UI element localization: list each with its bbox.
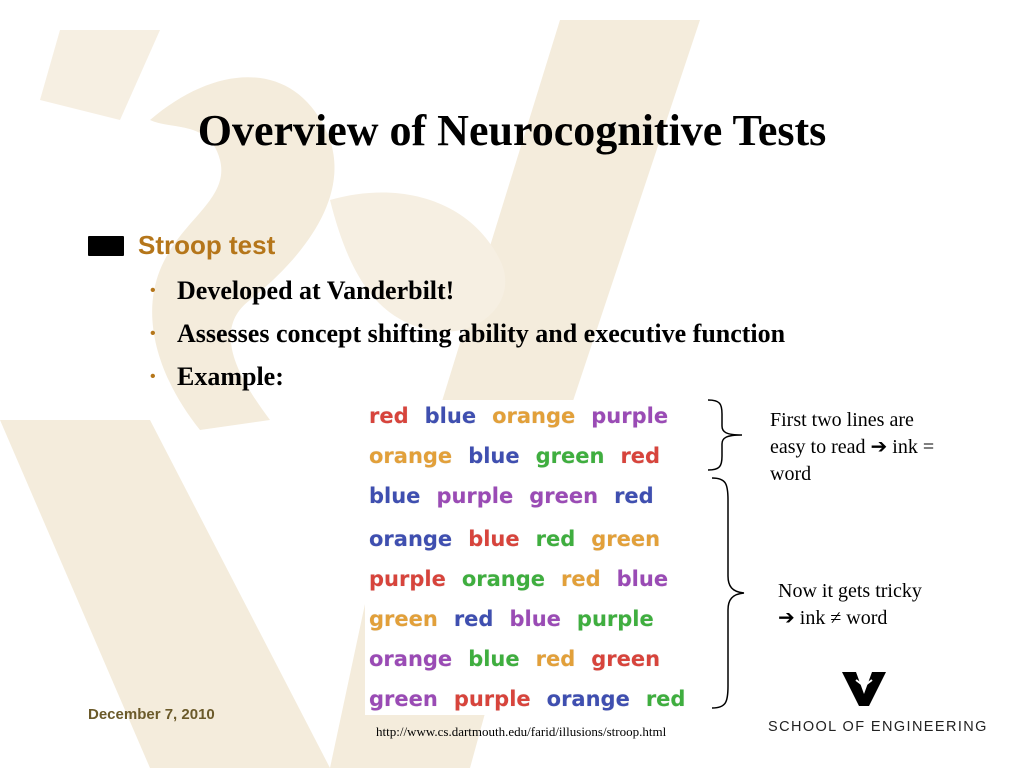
stroop-word: orange (492, 404, 576, 428)
slide-date: December 7, 2010 (88, 706, 215, 723)
stroop-heading: Stroop test (138, 230, 276, 260)
stroop-word: purple (369, 567, 446, 591)
tricky-note (778, 578, 922, 632)
stroop-word: orange (369, 647, 453, 671)
stroop-word: green (369, 607, 438, 631)
stroop-word: purple (436, 484, 514, 508)
bullet-text: Example: (177, 362, 284, 391)
easy-note-line: First two lines are (770, 409, 914, 431)
vanderbilt-logo-icon (842, 670, 886, 708)
source-url: http://www.cs.dartmouth.edu/farid/illusions/stroop.html (376, 724, 667, 739)
stroop-row (369, 687, 701, 711)
stroop-word: red (535, 647, 576, 671)
stroop-word: orange (369, 527, 453, 551)
easy-note-line: easy to read ➔ ink = (770, 436, 935, 458)
bullet-dot-icon: • (150, 368, 156, 385)
tricky-note-line: ➔ ink ≠ word (778, 607, 888, 629)
tricky-note-line: Now it gets tricky (778, 580, 922, 602)
stroop-word: purple (453, 687, 531, 711)
stroop-row (369, 567, 684, 591)
brace-easy-icon (706, 398, 746, 472)
stroop-word: green (591, 527, 661, 551)
stroop-row (369, 404, 684, 428)
stroop-word: blue (509, 607, 561, 631)
easy-note (770, 407, 934, 488)
stroop-word: green (535, 444, 605, 468)
stroop-word: red (645, 687, 686, 711)
stroop-word: blue (468, 647, 520, 671)
bullet-dot-icon: • (150, 282, 156, 299)
stroop-word: orange (546, 687, 630, 711)
stroop-word: purple (591, 404, 669, 428)
stroop-row (369, 484, 670, 508)
stroop-word: blue (424, 404, 477, 428)
stroop-word: orange (461, 567, 545, 591)
slide-title: Overview of Neurocognitive Tests (197, 106, 827, 155)
bullet-dot-icon: • (150, 325, 156, 342)
stroop-word: blue (616, 567, 669, 591)
easy-note-line: word (770, 463, 812, 485)
stroop-word: green (529, 484, 599, 508)
stroop-word: red (614, 484, 654, 508)
stroop-word: green (369, 687, 438, 711)
bullet-text: Developed at Vanderbilt! (177, 276, 455, 305)
bullet-marker-icon (88, 236, 124, 256)
stroop-example-image (365, 400, 715, 715)
stroop-word: red (561, 567, 601, 591)
stroop-word: blue (369, 484, 421, 508)
stroop-row (369, 444, 676, 468)
stroop-word: purple (576, 607, 654, 631)
stroop-row (369, 607, 670, 631)
brace-tricky-icon (710, 476, 746, 710)
stroop-row (369, 527, 676, 551)
stroop-word: orange (369, 444, 453, 468)
stroop-word: blue (468, 444, 520, 468)
stroop-word: red (620, 444, 661, 468)
stroop-word: red (453, 607, 494, 631)
stroop-word: red (535, 527, 576, 551)
bullet-text: Assesses concept shifting ability and executive function (177, 319, 786, 348)
stroop-word: blue (468, 527, 520, 551)
stroop-word: green (591, 647, 661, 671)
stroop-word: red (369, 404, 409, 428)
stroop-row (369, 647, 676, 671)
school-of-engineering-label: SCHOOL OF ENGINEERING (768, 719, 988, 735)
